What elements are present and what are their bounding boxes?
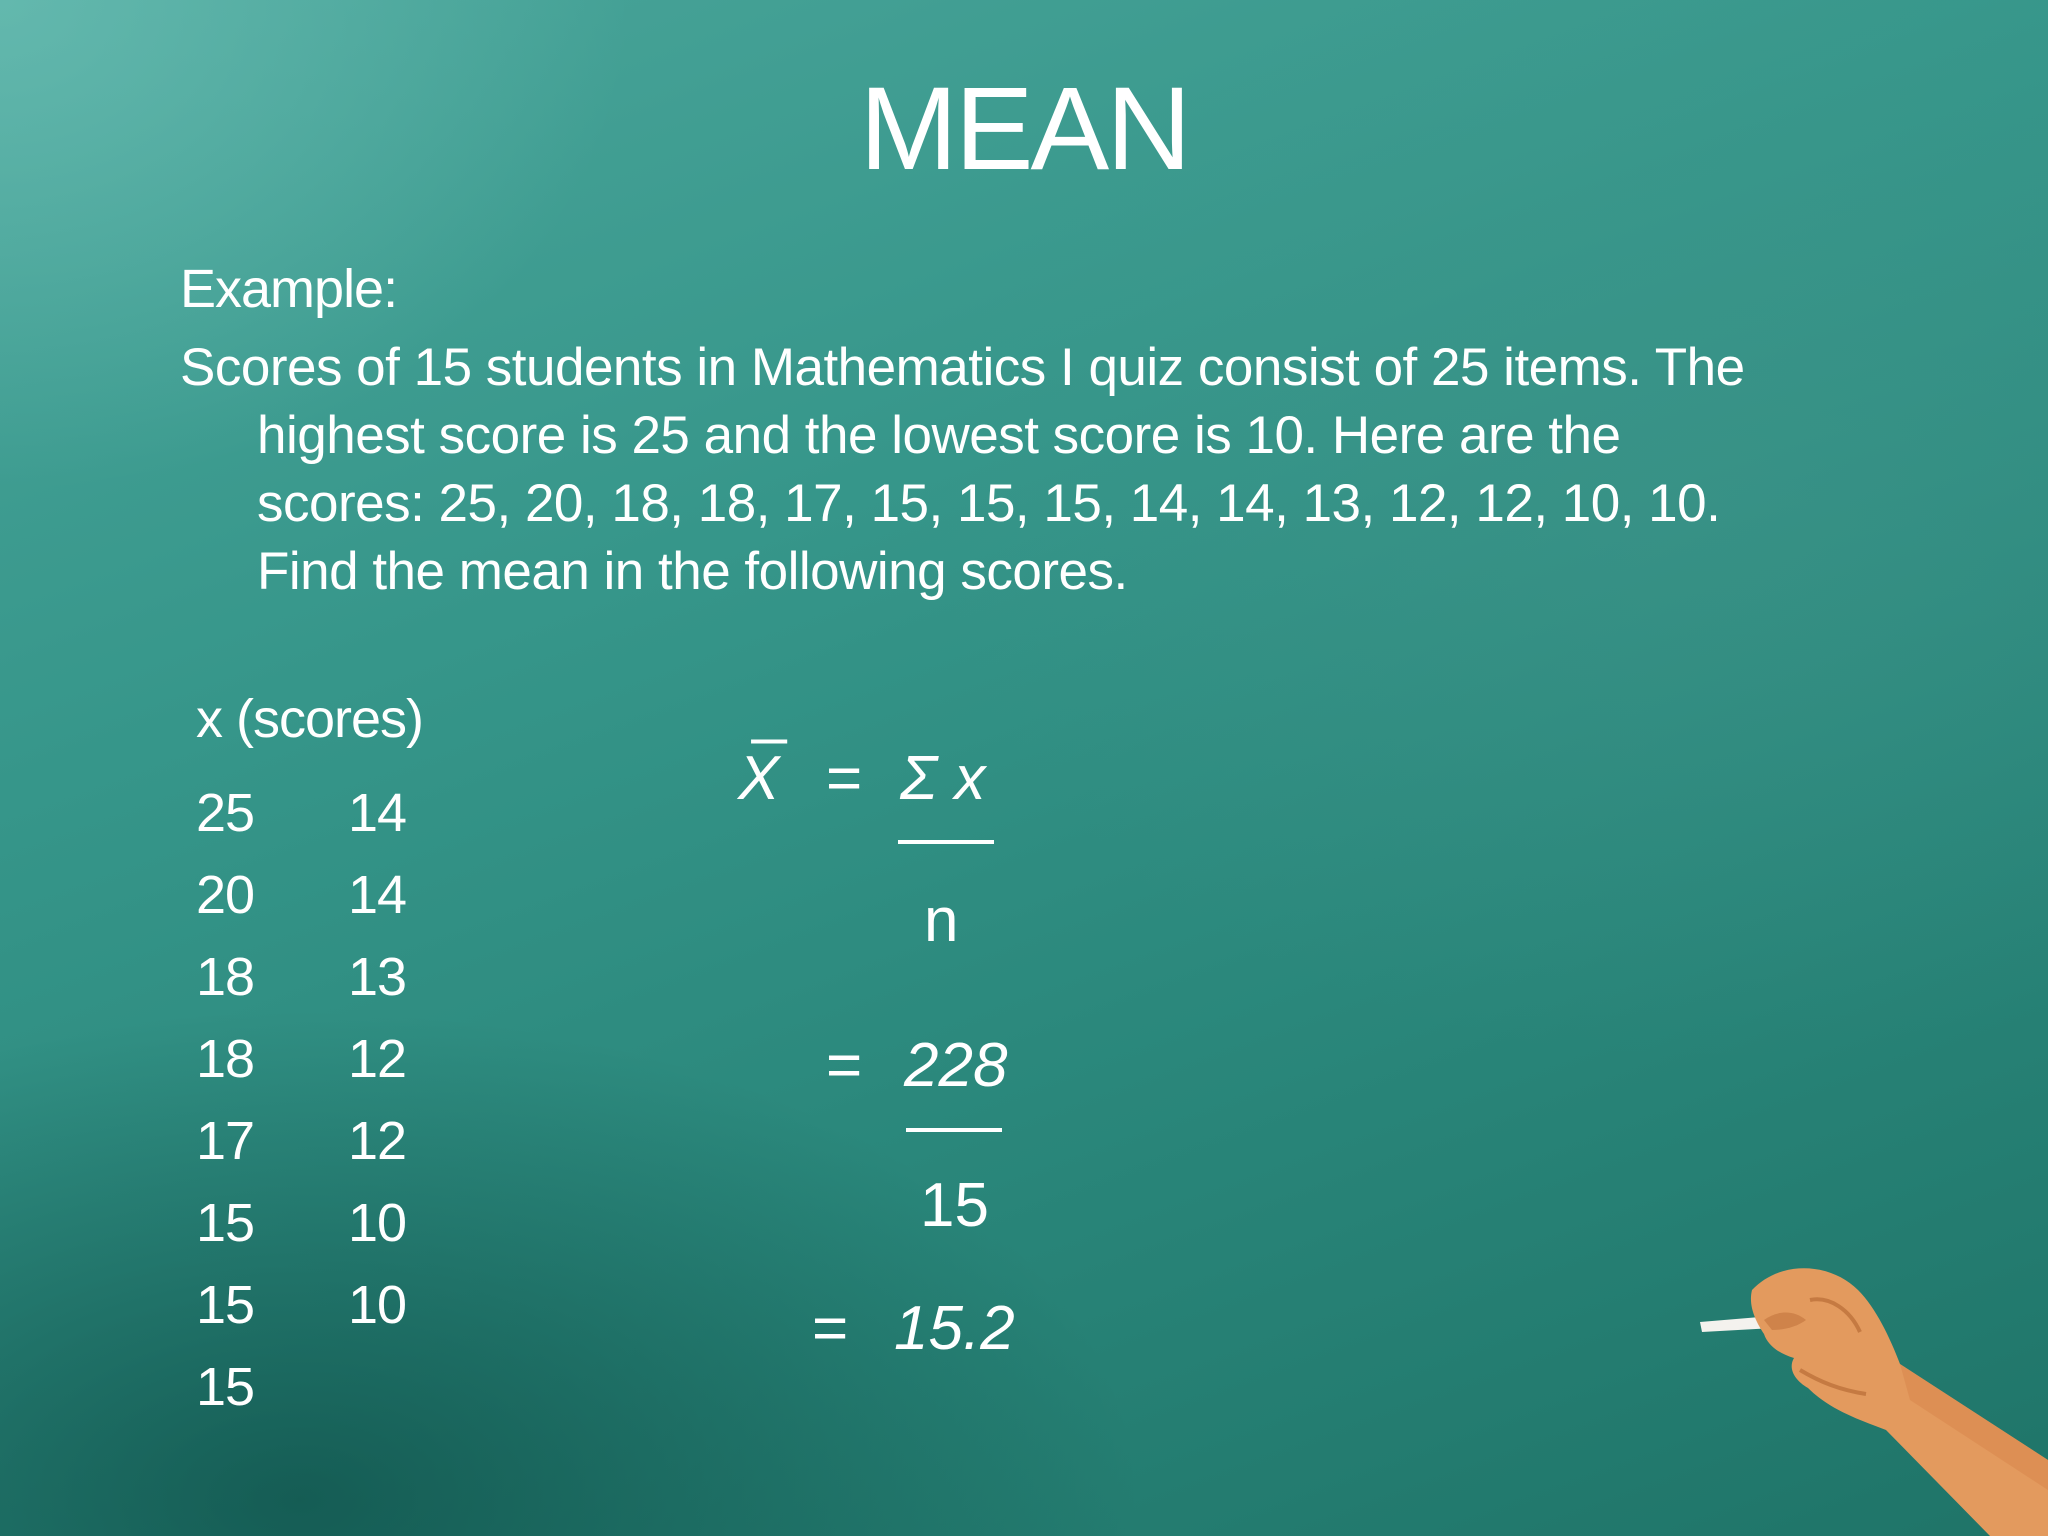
mean-bar-mark: _	[752, 676, 787, 745]
equals-sign: =	[812, 1294, 849, 1363]
score-value: 12	[348, 1111, 407, 1171]
score-value: 10	[348, 1193, 407, 1253]
result-value: 15.2	[894, 1294, 1015, 1363]
score-value: 18	[196, 947, 255, 1007]
numerator-value: 228	[904, 1031, 1008, 1100]
score-value: 14	[348, 865, 407, 925]
sum-x: Σ x	[900, 744, 986, 813]
score-value: 12	[348, 1029, 407, 1089]
hand-with-chalk-illustration	[1690, 1260, 2048, 1536]
score-value: 18	[196, 1029, 255, 1089]
equals-sign: =	[826, 744, 863, 813]
problem-statement: Scores of 15 students in Mathematics I quiz consist of 25 items. The highest score is 25 and the lowest score is 10. Here are the scores: 25, 20, 18, 18, 17, 15, 15, 15, 14, 14, 13, 12, 12, 10, 10. Find the mean in the following scores.	[180, 338, 1745, 601]
score-value: 25	[196, 783, 255, 843]
score-value: 15	[196, 1275, 255, 1335]
fraction-bar	[906, 1128, 1002, 1132]
mean-symbol: X	[738, 744, 780, 813]
denominator-value: 15	[920, 1171, 989, 1240]
score-value: 13	[348, 947, 407, 1007]
denominator-n: n	[924, 886, 959, 955]
score-value: 17	[196, 1111, 255, 1171]
fraction-bar	[898, 840, 994, 844]
slide-title: MEAN	[859, 63, 1189, 195]
example-label: Example:	[180, 259, 398, 319]
score-value: 14	[348, 783, 407, 843]
score-value: 15	[196, 1357, 255, 1417]
score-value: 20	[196, 865, 255, 925]
score-value: 15	[196, 1193, 255, 1253]
scores-header: x (scores)	[196, 689, 424, 749]
equals-sign: =	[826, 1031, 863, 1100]
score-value: 10	[348, 1275, 407, 1335]
